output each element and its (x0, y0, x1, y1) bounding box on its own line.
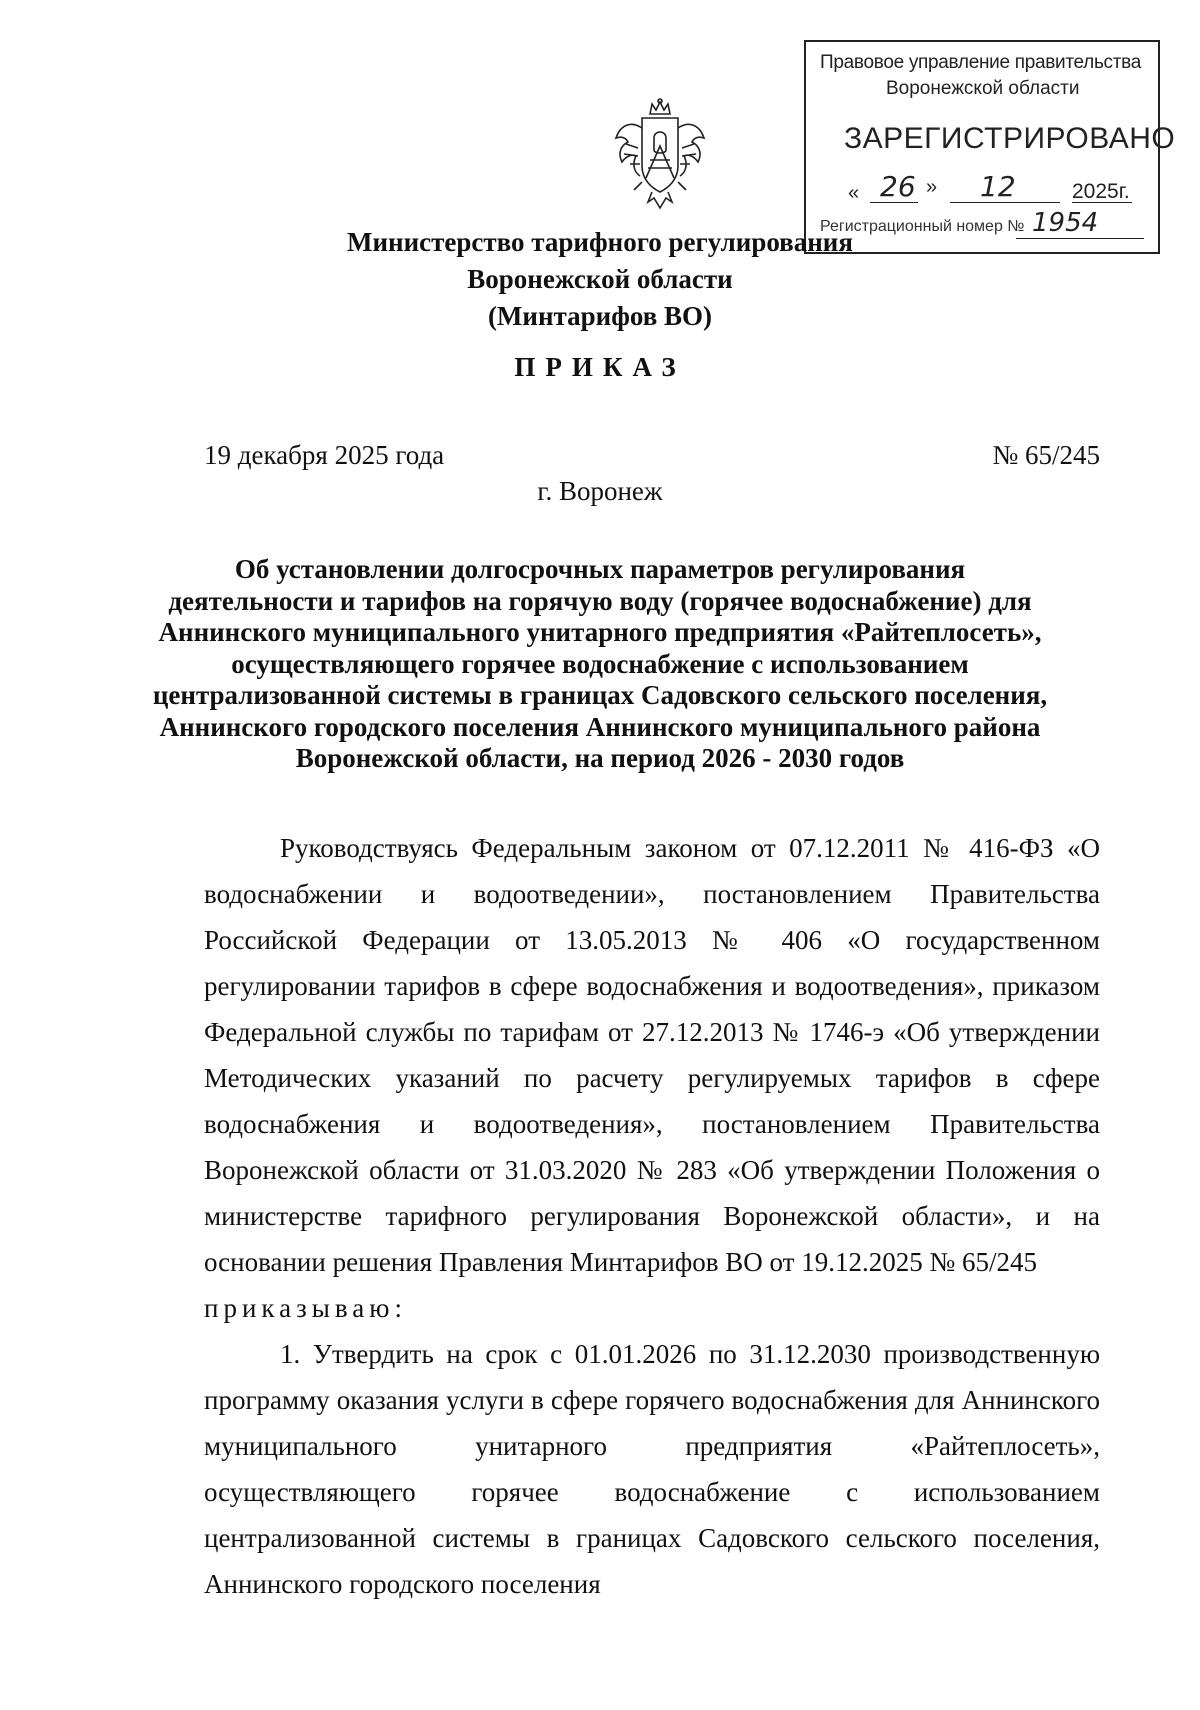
stamp-underline (950, 202, 1060, 203)
title-line: осуществляющего горячее водоснабжение с использованием (231, 648, 969, 679)
stamp-month: 12 (980, 170, 1016, 203)
org-name-line2: Воронежской области (467, 264, 733, 294)
preamble-paragraph: Руководствуясь Федеральным законом от 07.12.2011 № 416-ФЗ «О водоснабжении и водоотведении», постановлением Правительства Российской Федерации от 13.05.2013 № 406 «О государственном регулировании тарифов в сфере водоснабжения и водоотведения», приказом Федеральной службы по тарифам от 27.12.2013 № 1746-э «Об утверждении Методических указаний по расчету регулируемых тарифов в сфере водоснабжения и водоотведения», постановлением Правительства Воронежской области от 31.03.2020 № 283 «Об утверждении Положения о министерстве тарифного регулирования Воронежской области», и на основании решения Правления Минтарифов ВО от 19.12.2025 № 65/245 (204, 833, 1100, 1277)
title-line: Аннинского муниципального унитарного предприятия «Райтеплосеть», (158, 617, 1042, 647)
stamp-year: 2025г. (1072, 180, 1130, 203)
stamp-day: 26 (880, 170, 916, 203)
document-city: г. Воронеж (537, 476, 663, 506)
stamp-quote-open: « (848, 182, 860, 204)
stamp-reg-number-label: Регистрационный номер № (820, 218, 1025, 235)
stamp-authority-line2: Воронежской области (886, 78, 1080, 99)
organization-header (0, 224, 1200, 335)
document-number: № 65/245 (992, 440, 1100, 470)
stamp-date (840, 170, 1140, 206)
title-line: Аннинского городского поселения Аннинского муниципального района (159, 711, 1041, 742)
title-line: централизованной системы в границах Садовского сельского поселения, (152, 680, 1048, 710)
title-line: деятельности и тарифов на горячую воду (горячее водоснабжение) для (168, 585, 1032, 616)
document-title (0, 554, 1200, 775)
org-name-line3: (Минтарифов ВО) (487, 301, 713, 331)
document-type-heading: ПРИКАЗ (514, 352, 686, 382)
order-item-1: 1. Утвердить на срок с 01.01.2026 по 31.12.2030 производственную программу оказания услуги в сфере горячего водоснабжения для Аннинского муниципального унитарного предприятия «Райтеплосеть», осуществляющего горячее водоснабжение с использованием централизованной системы в границах Садовского сельского поселения, Аннинского городского поселения (204, 1339, 1100, 1599)
stamp-quote-close: » (926, 176, 938, 198)
stamp-underline (1072, 202, 1132, 203)
coat-of-arms-icon (612, 98, 708, 210)
document-date: 19 декабря 2025 года (204, 440, 445, 470)
order-word: приказываю: (204, 1293, 407, 1323)
stamp-registered-label: ЗАРЕГИСТРИРОВАНО (844, 122, 1176, 155)
title-line: Об установлении долгосрочных параметров регулирования (234, 554, 966, 584)
stamp-reg-number: 1954 (1032, 208, 1099, 238)
stamp-authority-line1: Правовое управление правительства (820, 52, 1142, 73)
document-body (204, 825, 1100, 1607)
title-line: Воронежской области, на период 2026 - 2030 годов (295, 743, 905, 773)
stamp-underline (870, 202, 918, 203)
org-name-line1: Министерство тарифного регулирования (347, 227, 853, 257)
registration-stamp (804, 40, 1176, 254)
